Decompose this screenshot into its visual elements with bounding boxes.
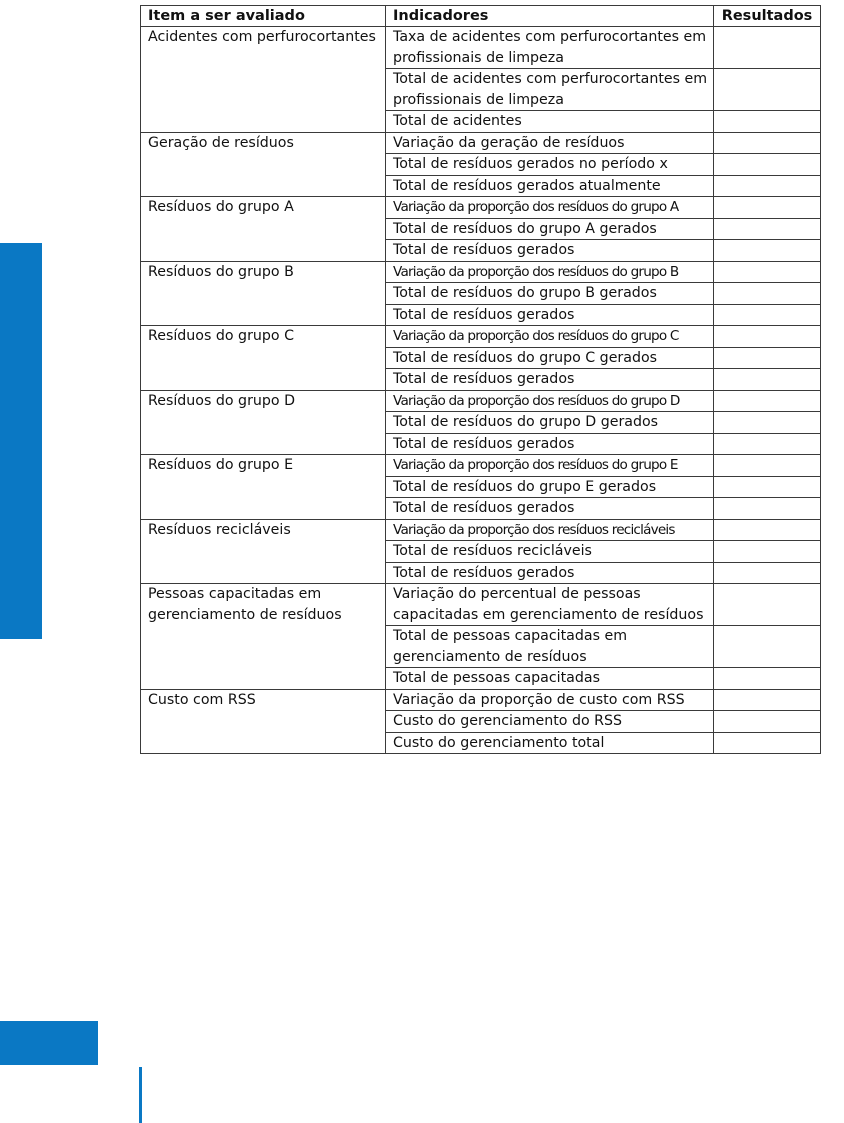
indicator-cell: Variação do percentual de pessoas capacitadas em gerenciamento de resíduos [386, 584, 714, 626]
indicator-cell: Variação da proporção dos resíduos do grupo A [386, 197, 714, 219]
indicator-cell: Variação da proporção dos resíduos recicláveis [386, 519, 714, 541]
indicator-cell: Total de resíduos gerados [386, 369, 714, 391]
result-cell[interactable] [714, 412, 821, 434]
item-cell: Resíduos do grupo D [141, 390, 386, 455]
result-cell[interactable] [714, 711, 821, 733]
indicator-cell: Custo do gerenciamento do RSS [386, 711, 714, 733]
item-cell: Acidentes com perfurocortantes [141, 27, 386, 133]
indicator-cell: Total de resíduos gerados [386, 498, 714, 520]
result-cell[interactable] [714, 390, 821, 412]
result-cell[interactable] [714, 626, 821, 668]
table-row [141, 584, 821, 626]
indicator-cell: Total de resíduos gerados [386, 562, 714, 584]
result-cell[interactable] [714, 519, 821, 541]
item-cell: Resíduos do grupo B [141, 261, 386, 326]
indicators-table [140, 5, 821, 754]
header-resultados: Resultados [714, 6, 821, 27]
result-cell[interactable] [714, 197, 821, 219]
result-cell[interactable] [714, 175, 821, 197]
table-row [141, 519, 821, 541]
result-cell[interactable] [714, 218, 821, 240]
indicator-cell: Total de pessoas capacitadas em gerenciamento de resíduos [386, 626, 714, 668]
result-cell[interactable] [714, 132, 821, 154]
table-row [141, 197, 821, 219]
indicator-cell: Variação da proporção dos resíduos do grupo B [386, 261, 714, 283]
result-cell[interactable] [714, 498, 821, 520]
indicator-cell: Total de resíduos gerados [386, 304, 714, 326]
indicator-cell: Total de resíduos do grupo D gerados [386, 412, 714, 434]
indicator-cell: Custo do gerenciamento total [386, 732, 714, 754]
result-cell[interactable] [714, 240, 821, 262]
header-indicadores: Indicadores [386, 6, 714, 27]
indicator-cell: Total de resíduos do grupo B gerados [386, 283, 714, 305]
indicator-cell: Total de resíduos gerados [386, 240, 714, 262]
result-cell[interactable] [714, 69, 821, 111]
table-row [141, 689, 821, 711]
result-cell[interactable] [714, 455, 821, 477]
indicator-cell: Total de resíduos recicláveis [386, 541, 714, 563]
table-row [141, 326, 821, 348]
indicator-cell: Variação da geração de resíduos [386, 132, 714, 154]
indicator-cell: Taxa de acidentes com perfurocortantes em profissionais de limpeza [386, 27, 714, 69]
item-cell: Custo com RSS [141, 689, 386, 754]
result-cell[interactable] [714, 732, 821, 754]
result-cell[interactable] [714, 27, 821, 69]
result-cell[interactable] [714, 369, 821, 391]
indicator-cell: Total de acidentes com perfurocortantes em profissionais de limpeza [386, 69, 714, 111]
indicator-cell: Total de resíduos gerados [386, 433, 714, 455]
item-cell: Resíduos recicláveis [141, 519, 386, 584]
chapter-side-tab [0, 243, 42, 639]
indicator-cell: Total de resíduos gerados atualmente [386, 175, 714, 197]
indicator-cell: Variação da proporção dos resíduos do grupo D [386, 390, 714, 412]
item-cell: Resíduos do grupo C [141, 326, 386, 391]
table-row [141, 455, 821, 477]
indicator-cell: Total de resíduos gerados no período x [386, 154, 714, 176]
item-cell: Resíduos do grupo E [141, 455, 386, 520]
table-header-row [141, 6, 821, 27]
table-row [141, 132, 821, 154]
page-number-tab [0, 1021, 98, 1065]
result-cell[interactable] [714, 668, 821, 690]
indicator-cell: Total de pessoas capacitadas [386, 668, 714, 690]
indicator-cell: Variação da proporção dos resíduos do grupo C [386, 326, 714, 348]
item-cell: Geração de resíduos [141, 132, 386, 197]
table-row [141, 27, 821, 69]
result-cell[interactable] [714, 304, 821, 326]
result-cell[interactable] [714, 347, 821, 369]
result-cell[interactable] [714, 562, 821, 584]
result-cell[interactable] [714, 476, 821, 498]
indicator-cell: Total de resíduos do grupo E gerados [386, 476, 714, 498]
result-cell[interactable] [714, 154, 821, 176]
result-cell[interactable] [714, 326, 821, 348]
indicator-cell: Total de resíduos do grupo A gerados [386, 218, 714, 240]
result-cell[interactable] [714, 261, 821, 283]
table-row [141, 261, 821, 283]
result-cell[interactable] [714, 433, 821, 455]
item-cell: Resíduos do grupo A [141, 197, 386, 262]
result-cell[interactable] [714, 584, 821, 626]
item-cell: Pessoas capacitadas em gerenciamento de resíduos [141, 584, 386, 690]
indicator-cell: Variação da proporção dos resíduos do grupo E [386, 455, 714, 477]
result-cell[interactable] [714, 283, 821, 305]
header-item: Item a ser avaliado [141, 6, 386, 27]
indicator-cell: Variação da proporção de custo com RSS [386, 689, 714, 711]
result-cell[interactable] [714, 541, 821, 563]
result-cell[interactable] [714, 111, 821, 133]
result-cell[interactable] [714, 689, 821, 711]
footer-vertical-rule [139, 1067, 142, 1123]
table-row [141, 390, 821, 412]
indicator-cell: Total de acidentes [386, 111, 714, 133]
indicator-cell: Total de resíduos do grupo C gerados [386, 347, 714, 369]
table-body [141, 27, 821, 754]
